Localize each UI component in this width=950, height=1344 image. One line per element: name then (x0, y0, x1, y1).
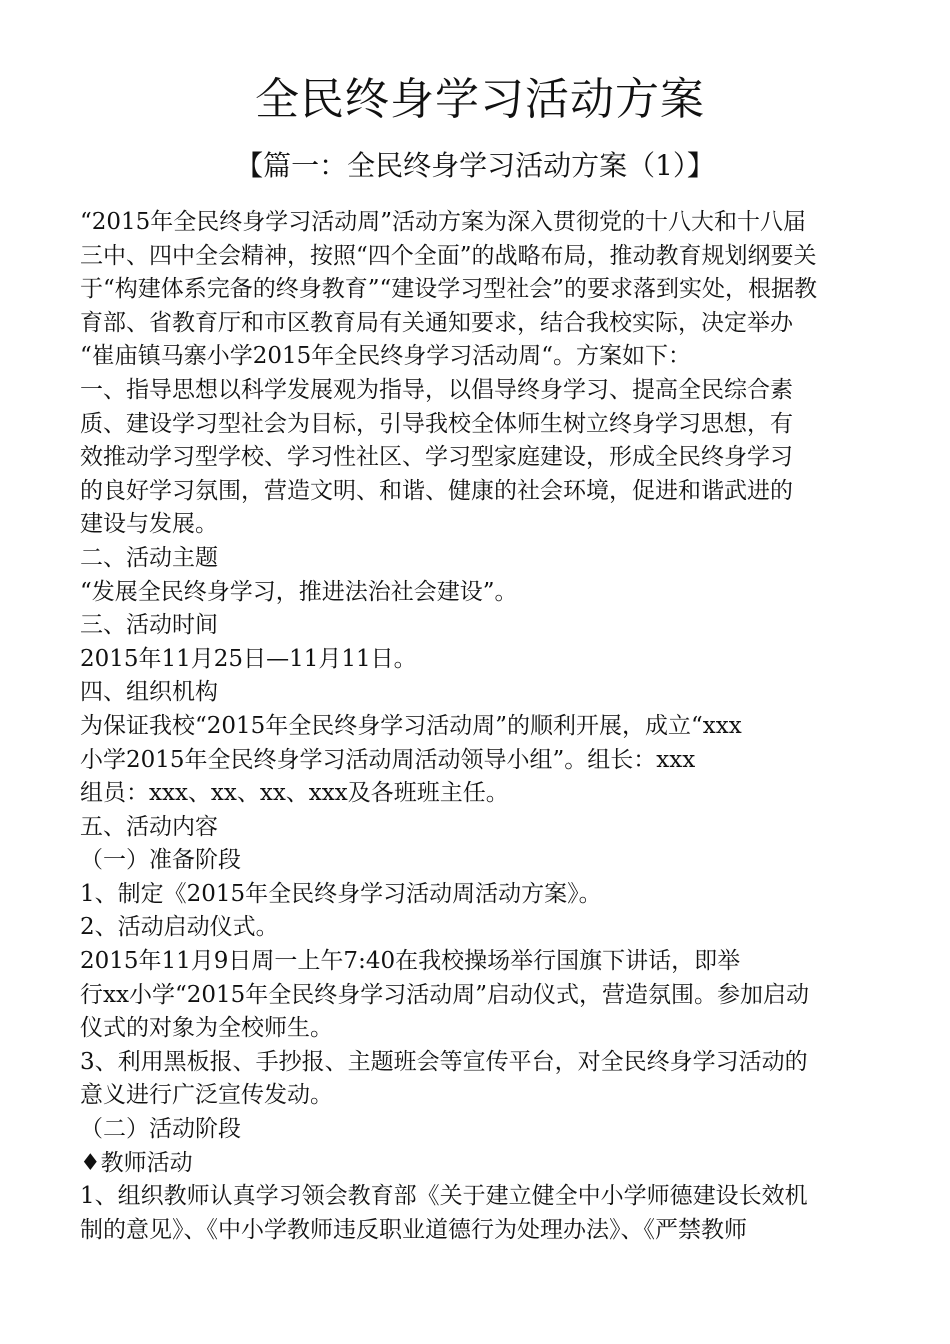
text-line: 于“构建体系完备的终身教育”“建设学习型社会”的要求落到实处，根据教 (80, 276, 818, 303)
text-line: 2、活动启动仪式。 (80, 914, 279, 941)
text-line: 育部、省教育厅和市区教育局有关通知要求，结合我校实际，决定举办 (80, 309, 793, 336)
text-line: 二、活动主题 (80, 544, 218, 571)
text-line: 为保证我校“2015年全民终身学习活动周”的顺利开展，成立“xxx (80, 712, 742, 739)
text-line: 三、活动时间 (80, 612, 218, 639)
text-line: 意义进行广泛宣传发动。 (80, 1082, 333, 1109)
text-line: 2015年11月9日周一上午7:40在我校操场举行国旗下讲话，即举 (80, 948, 741, 975)
text-line: 仪式的对象为全校师生。 (80, 1015, 333, 1042)
text-line: （一）准备阶段 (80, 847, 241, 874)
text-line: 质、建设学习型社会为目标，引导我校全体师生树立终身学习思想，有 (80, 410, 793, 437)
text-line: “发展全民终身学习，推进法治社会建设”。 (80, 578, 518, 605)
text-line: 组员：xxx、xx、xx、xxx及各班班主任。 (80, 780, 509, 807)
text-line: 1、组织教师认真学习领会教育部《关于建立健全中小学师德建设长效机 (80, 1183, 808, 1210)
text-line: 制的意见》、《中小学教师违反职业道德行为处理办法》、《严禁教师 (80, 1216, 747, 1243)
text-line: 小学2015年全民终身学习活动周活动领导小组”。组长：xxx (80, 746, 696, 773)
text-line: 建设与发展。 (80, 511, 218, 538)
text-line: 1、制定《2015年全民终身学习活动周活动方案》。 (80, 880, 602, 907)
document-subtitle: 【篇一：全民终身学习活动方案（1）】 (235, 149, 715, 182)
text-line: “2015年全民终身学习活动周”活动方案为深入贯彻党的十八大和十八届 (80, 209, 807, 235)
document-title: 全民终身学习活动方案 (255, 74, 705, 125)
text-line: 五、活动内容 (80, 813, 218, 840)
text-line: 一、指导思想以科学发展观为指导，以倡导终身学习、提高全民综合素 (80, 376, 793, 403)
text-line: 效推动学习型学校、学习性社区、学习型家庭建设，形成全民终身学习 (80, 444, 793, 471)
text-line: （二）活动阶段 (80, 1116, 241, 1143)
text-line: 行xx小学“2015年全民终身学习活动周”启动仪式，营造氛围。参加启动 (80, 981, 809, 1008)
text-line: 2015年11月25日—11月11日。 (80, 645, 417, 672)
text-line: 3、利用黑板报、手抄报、主题班会等宣传平台，对全民终身学习活动的 (80, 1048, 808, 1075)
text-line: 三中、四中全会精神，按照“四个全面”的战略布局，推动教育规划纲要关 (80, 242, 817, 269)
text-line: 四、组织机构 (80, 679, 218, 706)
text-line: ♦教师活动 (80, 1149, 193, 1176)
text-line: “崔庙镇马寨小学2015年全民终身学习活动周“。方案如下： (80, 343, 692, 370)
document-body (80, 206, 870, 1247)
text-line: 的良好学习氛围，营造文明、和谐、健康的社会环境，促进和谐武进的 (80, 477, 793, 504)
